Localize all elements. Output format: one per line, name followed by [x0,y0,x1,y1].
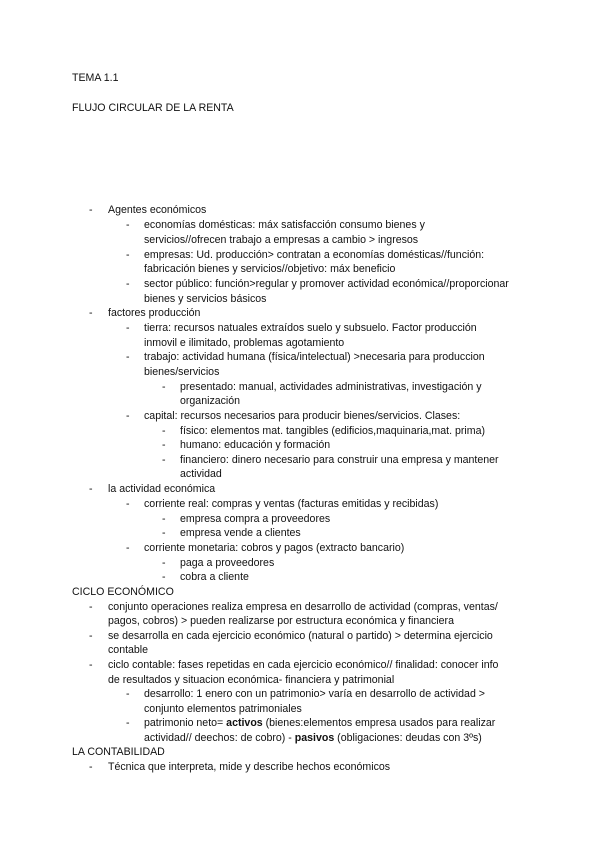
bullet-dash: - [89,307,93,319]
list-item-text: factores producción [108,307,201,319]
list-item-text: humano: educación y formación [180,439,331,451]
list-item-text: cobra a cliente [180,571,249,583]
list-item-capital [0,409,600,424]
list-item-ciclo-contable [0,658,600,673]
neto-text: actividad// deechos: de cobro) - [144,732,292,744]
section-heading-ciclo: CICLO ECONÓMICO [72,586,174,598]
bullet-dash: - [126,717,130,729]
list-item-text: corriente real: compras y ventas (facturas emitidas y recibidas) [144,498,439,510]
section-heading-contabilidad: LA CONTABILIDAD [72,746,165,758]
list-item-text: de resultados y situacion económica- financiera y patrimonial [108,674,395,686]
list-item-text: desarrollo: 1 enero con un patrimonio> varía en desarrollo de actividad > [144,688,485,700]
list-item-text: fabricación bienes y servicios//objetivo: máx beneficio [144,263,396,275]
list-item-continuation [0,614,600,629]
list-item-text: empresa compra a proveedores [180,513,331,525]
bullet-dash: - [126,498,130,510]
list-item-continuation [0,643,600,658]
list-item-paga [0,556,600,571]
list-item-text: bienes/servicios [144,366,220,378]
list-item-empresas [0,248,600,263]
list-item-text: empresa vende a clientes [180,527,301,539]
list-item-text: capital: recursos necesarios para producir bienes/servicios. Clases: [144,410,461,422]
list-item-presentado [0,380,600,395]
bullet-dash: - [126,542,130,554]
bullet-dash: - [89,630,93,642]
list-item-text: físico: elementos mat. tangibles (edificios,maquinaria,mat. prima) [180,425,485,437]
bullet-dash: - [162,439,166,451]
bullet-dash: - [162,425,166,437]
bullet-dash: - [162,557,166,569]
list-item-trabajo [0,350,600,365]
list-item-text: economías domésticas: máx satisfacción consumo bienes y [144,219,425,231]
list-item-continuation [0,467,600,482]
list-item-text: Agentes económicos [108,204,207,216]
bullet-dash: - [126,219,130,231]
list-item-compra [0,512,600,527]
list-item-text [144,716,495,731]
list-item-humano [0,438,600,453]
bullet-dash: - [89,761,93,773]
bullet-dash: - [162,527,166,539]
list-item-domesticas [0,218,600,233]
bullet-dash: - [89,483,93,495]
list-item-continuation [0,731,600,746]
list-item-continuation [0,233,600,248]
section-heading-flujo: FLUJO CIRCULAR DE LA RENTA [72,102,234,114]
list-item-text: corriente monetaria: cobros y pagos (extracto bancario) [144,542,405,554]
list-item-desarrollo [0,687,600,702]
list-item-text: tierra: recursos natuales extraídos suelo y subsuelo. Factor producción [144,322,477,334]
list-item-factores [0,306,600,321]
list-item-continuation [0,336,600,351]
list-item-vende [0,526,600,541]
neto-text: (bienes:elementos empresa usados para realizar [265,717,496,729]
list-item-text: bienes y servicios básicos [144,293,267,305]
list-item-corriente-real [0,497,600,512]
list-item-text: la actividad económica [108,483,216,495]
list-item-text: conjunto elementos patrimoniales [144,703,302,715]
list-item-text [144,731,482,746]
list-item-patrimonio-neto [0,716,600,731]
list-item-continuation [0,292,600,307]
activos-term: activos [226,717,263,729]
list-item-text: servicios//ofrecen trabajo a empresas a cambio > ingresos [144,234,419,246]
list-item-continuation [0,365,600,380]
bullet-dash: - [126,322,130,334]
list-item-conjunto [0,600,600,615]
pasivos-term: pasivos [294,732,335,744]
bullet-dash: - [162,381,166,393]
list-item-text: trabajo: actividad humana (física/intelectual) >necesaria para produccion [144,351,485,363]
list-item-text: ciclo contable: fases repetidas en cada ejercicio económico// finalidad: conocer info [108,659,499,671]
bullet-dash: - [126,351,130,363]
list-item-financiero [0,453,600,468]
list-item-continuation [0,394,600,409]
neto-text: (obligaciones: deudas con 3ºs) [337,732,482,744]
bullet-dash: - [126,249,130,261]
list-item-text: organización [180,395,241,407]
list-item-text: se desarrolla en cada ejercicio económico (natural o partido) > determina ejercicio [108,630,493,642]
list-item-tecnica [0,760,600,775]
bullet-dash: - [126,410,130,422]
bullet-dash: - [162,571,166,583]
bullet-dash: - [162,513,166,525]
list-item-tierra [0,321,600,336]
list-item-text: Técnica que interpreta, mide y describe hechos económicos [108,761,391,773]
list-item-continuation [0,702,600,717]
list-item-text: sector público: función>regular y promover actividad económica//proporcionar [144,278,509,290]
list-item-text: paga a proveedores [180,557,275,569]
bullet-dash: - [162,454,166,466]
list-item-fisico [0,424,600,439]
bullet-dash: - [89,601,93,613]
list-item-text: empresas: Ud. producción> contratan a economías domésticas//función: [144,249,485,261]
list-item-agentes [0,203,600,218]
list-item-text: presentado: manual, actividades administrativas, investigación y [180,381,482,393]
list-item-text: actividad [180,468,222,480]
list-item-ejercicio [0,629,600,644]
list-item-text: financiero: dinero necesario para construir una empresa y mantener [180,454,499,466]
bullet-dash: - [126,278,130,290]
list-item-continuation [0,673,600,688]
list-item-actividad [0,482,600,497]
list-item-text: inmovil e ilimitado, problemas agotamiento [144,337,345,349]
list-item-text: pagos, cobros) > pueden realizarse por estructura económica y financiera [108,615,454,627]
list-item-sector-publico [0,277,600,292]
list-item-continuation [0,262,600,277]
neto-text: patrimonio neto= [144,717,224,729]
list-item-text: conjunto operaciones realiza empresa en desarrollo de actividad (compras, ventas/ [108,601,498,613]
bullet-dash: - [126,688,130,700]
bullet-dash: - [89,204,93,216]
list-item-text: contable [108,644,149,656]
list-item-corriente-monetaria [0,541,600,556]
document-title: TEMA 1.1 [72,72,119,84]
list-item-cobra [0,570,600,585]
bullet-dash: - [89,659,93,671]
